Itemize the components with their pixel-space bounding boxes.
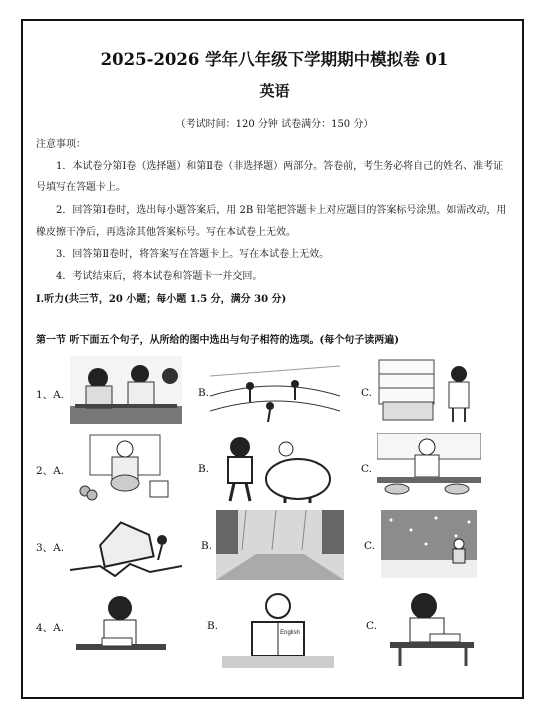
question-1-label: 1、A.	[36, 389, 65, 401]
option-1c-picture[interactable]	[377, 356, 481, 424]
option-1a-picture[interactable]	[70, 356, 182, 424]
part1-instruction: 第一节 听下面五个句子，从所给的图中选出与句子相符的选项。(每个句子读两遍)	[36, 335, 399, 346]
question-3-label: 3、A.	[36, 542, 65, 554]
notes-heading: 注意事项：	[36, 139, 86, 150]
boy-with-piggy-bank-illustration	[210, 433, 340, 503]
option-2b-picture[interactable]	[210, 433, 340, 503]
question-4-option-c: C.	[366, 620, 377, 632]
option-1b-picture[interactable]	[210, 356, 340, 424]
option-3c-picture[interactable]	[381, 510, 477, 578]
earthquake-house-illustration	[70, 510, 182, 580]
exam-title: 2025-2026 学年八年级下学期期中模拟卷 01	[100, 50, 449, 69]
question-4-label: 4、A.	[36, 622, 65, 634]
runners-on-track-illustration	[210, 356, 340, 424]
boy-studying-desk-illustration	[380, 586, 480, 668]
question-2-option-c: C.	[361, 463, 372, 475]
question-4-option-b: B.	[207, 620, 219, 632]
option-2a-picture[interactable]	[70, 433, 182, 503]
question-2-option-b: B.	[198, 463, 210, 475]
man-cooking-illustration	[377, 433, 481, 503]
option-4a-picture[interactable]	[72, 588, 170, 668]
option-3b-picture[interactable]	[216, 510, 344, 580]
note-line: 3．回答第Ⅱ卷时，将答案写在答题卡上。写在本试卷上无效。	[56, 249, 330, 260]
boy-writing-desk-illustration	[72, 588, 170, 668]
note-line: 4．考试结束后，将本试卷和答题卡一并交回。	[56, 271, 263, 282]
snowy-day-illustration	[381, 510, 477, 578]
option-2c-picture[interactable]	[377, 433, 481, 503]
students-writing-exam-illustration	[70, 356, 182, 424]
note-line: 橡皮擦干净后，再选涂其他答案标号。写在本试卷上无效。	[36, 227, 296, 238]
question-3-option-b: B.	[201, 540, 213, 552]
option-4b-picture[interactable]	[222, 588, 334, 668]
man-with-money-illustration	[70, 433, 182, 503]
question-1-option-b: B.	[198, 387, 210, 399]
question-2-label: 2、A.	[36, 465, 65, 477]
option-4c-picture[interactable]	[380, 586, 480, 668]
option-3a-picture[interactable]	[70, 510, 182, 580]
note-line: 号填写在答题卡上。	[36, 182, 126, 193]
section-heading: I.听力(共三节，20 小题；每小题 1.5 分，满分 30 分)	[36, 294, 287, 305]
subject-title: 英语	[259, 82, 290, 100]
note-line: 1．本试卷分第Ⅰ卷（选择题）和第Ⅱ卷（非选择题）两部分。答卷前，考生务必将自己的姓名、准考证	[56, 161, 504, 172]
note-line: 2．回答第Ⅰ卷时，选出每小题答案后，用 2B 铅笔把答题卡上对应题目的答案标号涂黑。如需改动，用	[56, 205, 507, 216]
heavy-rain-street-illustration	[216, 510, 344, 580]
exam-info: （考试时间：120 分钟 试卷满分：150 分）	[175, 119, 374, 130]
boy-reading-english-book-illustration	[222, 588, 334, 668]
boy-in-library-illustration	[377, 356, 481, 424]
book-cover-text: English	[280, 630, 300, 636]
question-3-option-c: C.	[364, 540, 375, 552]
question-1-option-c: C.	[361, 387, 372, 399]
